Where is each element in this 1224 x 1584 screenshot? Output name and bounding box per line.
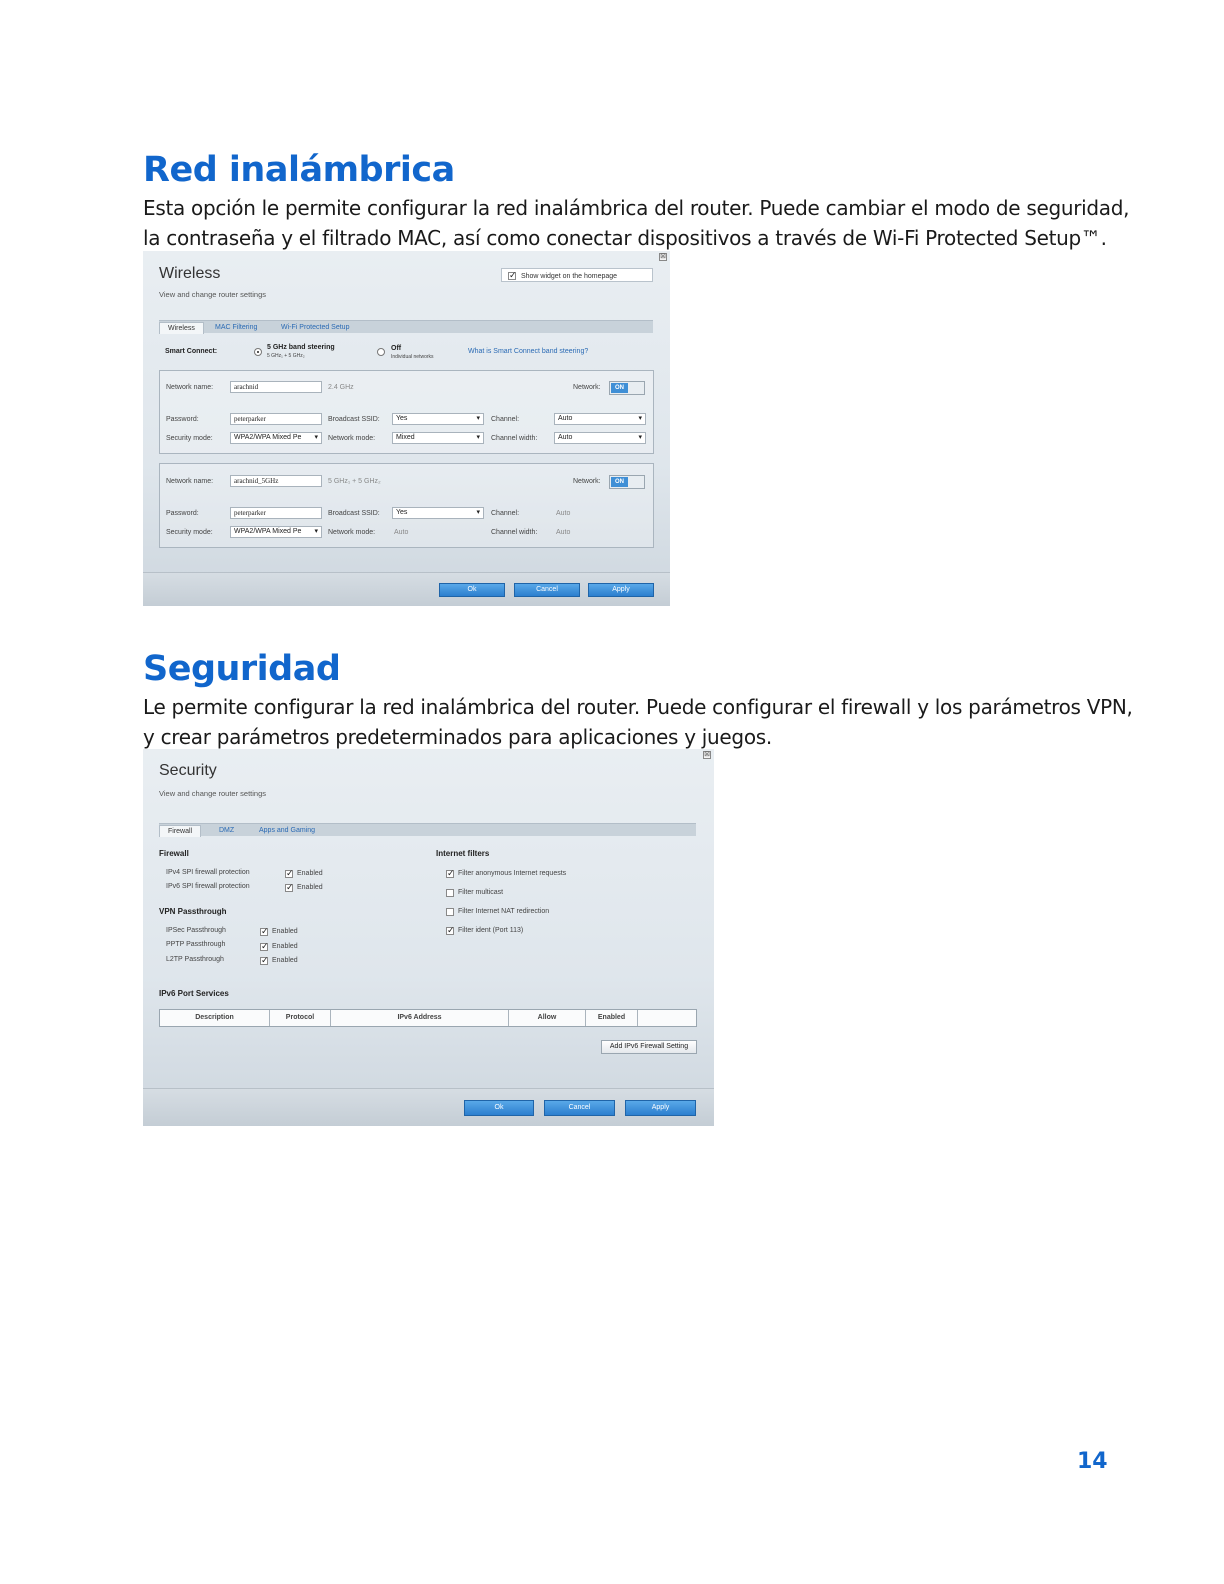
col-actions xyxy=(638,1010,696,1026)
pptp-label: PPTP Passthrough xyxy=(166,941,226,948)
l2tp-enabled-label: Enabled xyxy=(272,957,298,964)
ipv4-enabled-label: Enabled xyxy=(297,870,323,877)
channel-value: Auto xyxy=(556,510,571,517)
security-panel-subtitle: View and change router settings xyxy=(159,789,267,798)
band-steering-sublabel: 5 GHz₁ + 5 GHz₂ xyxy=(267,353,305,359)
checkbox-icon[interactable] xyxy=(508,272,516,280)
security-mode-label: Security mode: xyxy=(166,435,213,442)
wireless-section-body xyxy=(143,193,1130,253)
add-ipv6-firewall-button[interactable]: Add IPv6 Firewall Setting xyxy=(601,1040,697,1054)
apply-button[interactable]: Apply xyxy=(588,583,654,597)
ipsec-enabled-label: Enabled xyxy=(272,928,298,935)
security-body-line1: Le permite configurar la red inalámbrica del router. Puede configurar el firewall y los parámetros VPN, xyxy=(143,695,1133,719)
tab-firewall[interactable]: Firewall xyxy=(159,825,201,837)
ipv6-services-heading: IPv6 Port Services xyxy=(159,989,229,998)
filter-ident-label: Filter ident (Port 113) xyxy=(458,927,524,934)
network-name-input[interactable]: arachnid xyxy=(230,381,322,393)
firewall-heading: Firewall xyxy=(159,849,189,858)
wireless-panel-title: Wireless xyxy=(159,265,221,282)
l2tp-checkbox[interactable] xyxy=(260,957,268,965)
pptp-enabled-label: Enabled xyxy=(272,943,298,950)
network-toggle[interactable] xyxy=(609,381,645,395)
wireless-panel-subtitle: View and change router settings xyxy=(159,290,267,299)
network-group-5ghz xyxy=(159,463,654,548)
channel-width-label: Channel width: xyxy=(491,529,538,536)
network-name-label: Network name: xyxy=(166,384,214,391)
network-toggle-label: Network: xyxy=(573,384,601,391)
network-name-input[interactable]: arachnid_5GHz xyxy=(230,475,322,487)
close-icon[interactable]: ⊠ xyxy=(660,253,666,260)
ipv6-services-table xyxy=(159,1009,697,1027)
network-mode-value: Auto xyxy=(394,529,409,536)
security-tabbar xyxy=(159,823,696,836)
l2tp-label: L2TP Passthrough xyxy=(166,956,224,963)
password-input[interactable]: peterparker xyxy=(230,507,322,519)
wireless-screenshot xyxy=(143,251,670,606)
smart-connect-label: Smart Connect: xyxy=(165,348,218,355)
security-panel-title: Security xyxy=(159,762,217,779)
wireless-footer xyxy=(143,572,670,606)
broadcast-ssid-label: Broadcast SSID: xyxy=(328,416,380,423)
pptp-checkbox[interactable] xyxy=(260,943,268,951)
show-widget-option[interactable] xyxy=(501,268,653,282)
close-icon[interactable]: ⊠ xyxy=(704,751,710,758)
tab-apps-and-gaming[interactable]: Apps and Gaming xyxy=(259,827,316,834)
wireless-body-line1: Esta opción le permite configurar la red inalámbrica del router. Puede cambiar el modo de seguridad, xyxy=(143,196,1130,220)
security-mode-select[interactable]: WPA2/WPA Mixed Pe ▾ xyxy=(230,432,322,444)
band-label: 5 GHz₁ + 5 GHz₂ xyxy=(328,478,381,485)
band-steering-radio[interactable] xyxy=(254,348,262,356)
cancel-button[interactable]: Cancel xyxy=(544,1100,615,1116)
col-description: Description xyxy=(160,1010,270,1026)
col-enabled: Enabled xyxy=(586,1010,638,1026)
tab-mac-filtering[interactable]: MAC Filtering xyxy=(215,324,258,331)
off-radio[interactable] xyxy=(377,348,385,356)
network-group-24ghz xyxy=(159,370,654,454)
channel-select[interactable]: Auto ▾ xyxy=(554,413,646,425)
apply-button[interactable]: Apply xyxy=(625,1100,696,1116)
ipv6-firewall-label: IPv6 SPI firewall protection xyxy=(166,883,250,890)
network-toggle[interactable] xyxy=(609,475,645,489)
ok-button[interactable]: Ok xyxy=(464,1100,534,1116)
password-label: Password: xyxy=(166,416,199,423)
wireless-section-title: Red inalámbrica xyxy=(143,150,455,190)
toggle-on-label: ON xyxy=(611,477,628,487)
tab-wifi-protected-setup[interactable]: Wi-Fi Protected Setup xyxy=(281,324,350,331)
channel-width-select[interactable]: Auto ▾ xyxy=(554,432,646,444)
show-widget-label: Show widget on the homepage xyxy=(520,272,618,280)
ipv6-enabled-label: Enabled xyxy=(297,884,323,891)
channel-label: Channel: xyxy=(491,416,520,423)
security-section-body xyxy=(143,692,1133,752)
ipsec-label: IPSec Passthrough xyxy=(166,927,226,934)
wireless-tabbar xyxy=(159,320,653,333)
toggle-on-label: ON xyxy=(611,383,628,393)
filter-multicast-label: Filter multicast xyxy=(458,889,504,896)
filter-nat-label: Filter Internet NAT redirection xyxy=(458,908,550,915)
page-number: 14 xyxy=(1077,1449,1108,1474)
off-label: Off xyxy=(391,345,402,352)
col-protocol: Protocol xyxy=(270,1010,331,1026)
tab-dmz[interactable]: DMZ xyxy=(219,827,235,834)
security-mode-label: Security mode: xyxy=(166,529,213,536)
ipv4-firewall-checkbox[interactable] xyxy=(285,870,293,878)
security-screenshot xyxy=(143,749,714,1126)
security-mode-select[interactable]: WPA2/WPA Mixed Pe ▾ xyxy=(230,526,322,538)
broadcast-ssid-label: Broadcast SSID: xyxy=(328,510,380,517)
filter-multicast-checkbox[interactable] xyxy=(446,889,454,897)
tab-wireless[interactable]: Wireless xyxy=(159,322,204,334)
internet-filters-heading: Internet filters xyxy=(436,849,490,858)
security-section-title: Seguridad xyxy=(143,649,341,689)
cancel-button[interactable]: Cancel xyxy=(514,583,580,597)
password-label: Password: xyxy=(166,510,199,517)
broadcast-ssid-select[interactable]: Yes ▾ xyxy=(392,507,484,519)
password-input[interactable]: peterparker xyxy=(230,413,322,425)
band-steering-label: 5 GHz band steering xyxy=(267,344,335,351)
network-toggle-label: Network: xyxy=(573,478,601,485)
col-ipv6-address: IPv6 Address xyxy=(331,1010,509,1026)
filter-anonymous-checkbox[interactable] xyxy=(446,870,454,878)
security-body-line2: y crear parámetros predeterminados para aplicaciones y juegos. xyxy=(143,725,772,749)
filter-ident-checkbox[interactable] xyxy=(446,927,454,935)
col-allow: Allow xyxy=(509,1010,586,1026)
vpn-heading: VPN Passthrough xyxy=(159,907,227,916)
security-footer xyxy=(143,1088,714,1126)
network-mode-label: Network mode: xyxy=(328,435,376,442)
channel-width-label: Channel width: xyxy=(491,435,538,442)
band-label: 2.4 GHz xyxy=(328,384,354,391)
filter-anonymous-label: Filter anonymous Internet requests xyxy=(458,870,567,877)
channel-label: Channel: xyxy=(491,510,520,517)
wireless-body-line2: la contraseña y el filtrado MAC, así como conectar dispositivos a través de Wi-Fi Protected Setup™. xyxy=(143,226,1107,250)
ok-button[interactable]: Ok xyxy=(439,583,505,597)
network-mode-label: Network mode: xyxy=(328,529,376,536)
broadcast-ssid-select[interactable]: Yes ▾ xyxy=(392,413,484,425)
ipv4-firewall-label: IPv4 SPI firewall protection xyxy=(166,869,250,876)
filter-nat-checkbox[interactable] xyxy=(446,908,454,916)
network-mode-select[interactable]: Mixed ▾ xyxy=(392,432,484,444)
smart-connect-link[interactable]: What is Smart Connect band steering? xyxy=(468,348,589,355)
ipsec-checkbox[interactable] xyxy=(260,928,268,936)
network-name-label: Network name: xyxy=(166,478,214,485)
channel-width-value: Auto xyxy=(556,529,571,536)
ipv6-firewall-checkbox[interactable] xyxy=(285,884,293,892)
off-sublabel: Individual networks xyxy=(391,354,434,360)
